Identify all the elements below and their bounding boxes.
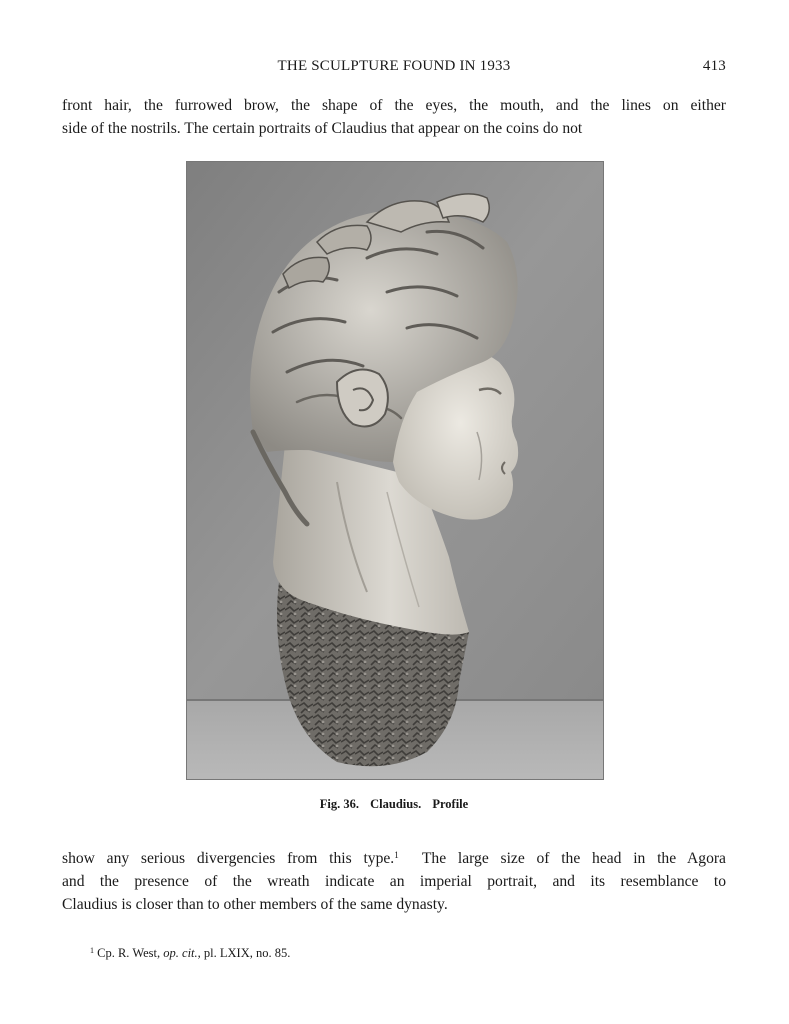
figure-caption-label: Fig. 36.	[319, 797, 360, 811]
figure-caption-view: Profile	[432, 797, 469, 811]
paragraph-bottom	[62, 847, 726, 916]
figure-caption-subject: Claudius.	[370, 797, 422, 811]
paragraph-bottom-line-3: Claudius is closer than to other members of the same dynasty.	[62, 896, 448, 913]
figure-photograph	[186, 161, 604, 780]
footnote-prefix: Cp. R. West,	[97, 946, 164, 960]
running-head	[62, 58, 726, 78]
figure-caption	[62, 797, 726, 812]
paragraph-bottom-line-1-start: show any serious divergencies from this type.	[62, 850, 395, 867]
footnote-suffix: pl. LXIX, no. 85.	[200, 946, 291, 960]
paragraph-top	[62, 94, 726, 140]
footnote-reference: 1	[394, 850, 399, 860]
paragraph-top-line-2: side of the nostrils. The certain portraits of Claudius that appear on the coins do not	[62, 120, 583, 137]
paragraph-top-line-1: front hair, the furrowed brow, the shape of the eyes, the mouth, and the lines on either	[62, 97, 726, 114]
page-number: 413	[702, 58, 726, 74]
paragraph-bottom-line-1-end: The large size of the head in the Agora	[398, 850, 726, 867]
marble-head-profile-icon	[187, 162, 604, 780]
footnote	[90, 946, 690, 961]
paragraph-bottom-line-2: and the presence of the wreath indicate an imperial portrait, and its resemblance to	[62, 873, 726, 890]
footnote-marker: 1	[90, 946, 94, 955]
running-title: THE SCULPTURE FOUND IN 1933	[277, 58, 511, 74]
paragraph-bottom-line-1	[62, 847, 726, 870]
footnote-italic: op. cit.,	[163, 946, 201, 960]
